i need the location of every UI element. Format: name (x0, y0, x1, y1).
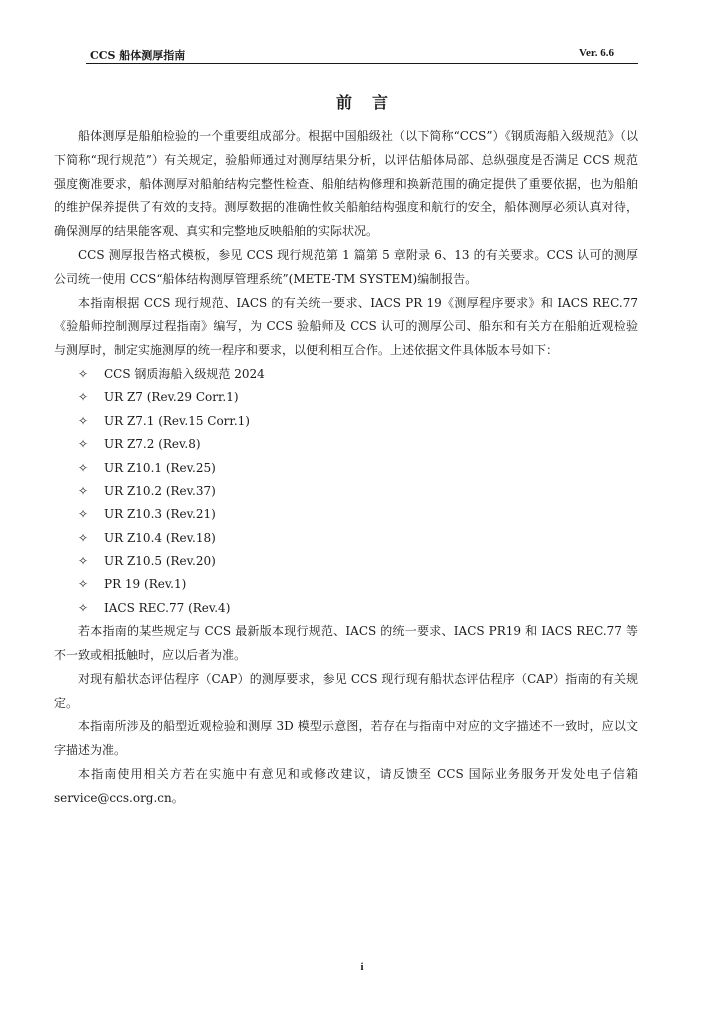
header-rule (86, 63, 638, 64)
paragraph-basis: 本指南根据 CCS 现行规范、IACS 的有关统一要求、IACS PR 19《测厚程序要求》和 IACS REC.77《验船师控制测厚过程指南》编写，为 CCS 验船师及 CCS 认可的测厚公司、船东和有关方在船舶近观检验与测厚时，制定实施测厚的统一程序和要求，以便利相互合作。上述依据文件具体版本号如下： (54, 295, 638, 358)
preface-body (54, 125, 638, 811)
page-number: i (360, 961, 364, 973)
list-item (78, 573, 638, 596)
reference-text: IACS REC.77 (Rev.4) (104, 600, 231, 615)
reference-text: UR Z7 (Rev.29 Corr.1) (104, 390, 239, 405)
running-header-version: Ver. 6.6 (579, 47, 614, 59)
paragraph-3d-model: 本指南所涉及的船型近观检验和测厚 3D 模型示意图，若存在与指南中对应的文字描述不一致时，应以文字描述为准。 (54, 719, 638, 758)
diamond-bullet-icon: ✧ (78, 507, 89, 522)
reference-text: UR Z10.3 (Rev.21) (104, 507, 216, 522)
reference-text: PR 19 (Rev.1) (104, 577, 187, 592)
page-title: 前言 (335, 93, 408, 112)
diamond-bullet-icon: ✧ (78, 366, 89, 381)
reference-text: UR Z10.4 (Rev.18) (104, 530, 216, 545)
diamond-bullet-icon: ✧ (78, 554, 89, 569)
list-item (78, 457, 638, 480)
diamond-bullet-icon: ✧ (78, 460, 89, 475)
diamond-bullet-icon: ✧ (78, 530, 89, 545)
diamond-bullet-icon: ✧ (78, 390, 89, 405)
reference-text: UR Z7.1 (Rev.15 Corr.1) (104, 413, 250, 428)
reference-text: CCS 钢质海船入级规范 2024 (104, 366, 265, 381)
list-item (78, 503, 638, 526)
reference-list (54, 363, 638, 620)
running-header-title: CCS 船体测厚指南 (90, 49, 186, 62)
list-item (78, 410, 638, 433)
diamond-bullet-icon: ✧ (78, 413, 89, 428)
diamond-bullet-icon: ✧ (78, 577, 89, 592)
diamond-bullet-icon: ✧ (78, 600, 89, 615)
diamond-bullet-icon: ✧ (78, 483, 89, 498)
list-item (78, 433, 638, 456)
list-item (78, 363, 638, 386)
reference-text: UR Z10.2 (Rev.37) (104, 483, 216, 498)
reference-text: UR Z10.5 (Rev.20) (104, 554, 216, 569)
list-item (78, 480, 638, 503)
list-item (78, 550, 638, 573)
diamond-bullet-icon: ✧ (78, 437, 89, 452)
paragraph-feedback: 本指南使用相关方若在实施中有意见和或修改建议，请反馈至 CCS 国际业务服务开发处电子信箱 service@ccs.org.cn。 (54, 767, 638, 805)
reference-text: UR Z7.2 (Rev.8) (104, 437, 201, 452)
paragraph-intro: 船体测厚是船舶检验的一个重要组成部分。根据中国船级社（以下简称“CCS”）《钢质海船入级规范》（以下简称“现行规范”）有关规定，验船师通过对测厚结果分析，以评估船体局部、总纵强度是否满足 CCS 规范强度衡准要求，船体测厚对船舶结构完整性检查、船舶结构修理和换新范围的确定提供了重要依据，也为船舶的维护保养提供了有效的支持。测厚数据的准确性攸关船舶结构强度和航行的安全，船体测厚必须认真对待，确保测厚的结果能客观、真实和完整地反映船舶的实际状况。 (54, 129, 638, 239)
list-item (78, 527, 638, 550)
paragraph-report-template: CCS 测厚报告格式模板，参见 CCS 现行规范第 1 篇第 5 章附录 6、13 的有关要求。CCS 认可的测厚公司统一使用 CCS“船体结构测厚管理系统”(METE-TM SYSTEM)编制报告。 (54, 247, 638, 286)
reference-text: UR Z10.1 (Rev.25) (104, 460, 216, 475)
list-item (78, 386, 638, 409)
list-item (78, 597, 638, 620)
paragraph-cap: 对现有船状态评估程序（CAP）的测厚要求，参见 CCS 现行现有船状态评估程序（CAP）指南的有关规定。 (54, 671, 638, 710)
paragraph-precedence: 若本指南的某些规定与 CCS 最新版本现行规范、IACS 的统一要求、IACS PR19 和 IACS REC.77 等不一致或相抵触时，应以后者为准。 (54, 624, 638, 663)
